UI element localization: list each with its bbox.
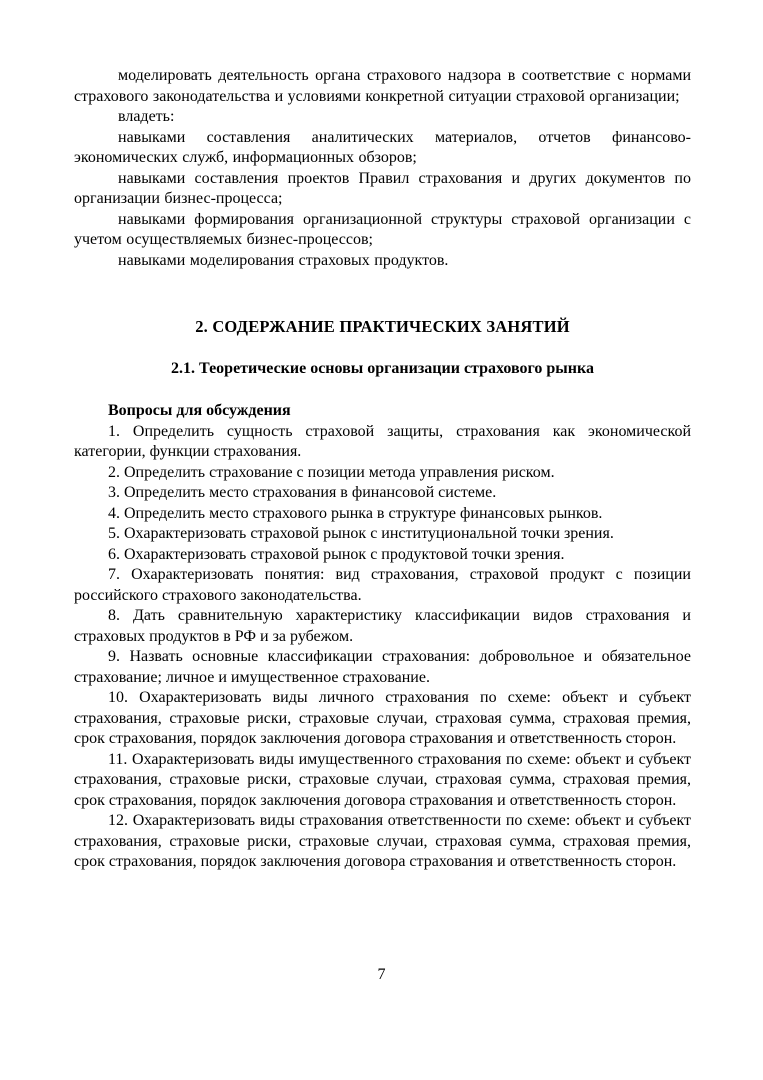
questions-heading: Вопросы для обсуждения (108, 402, 291, 419)
question-item: 8. Дать сравнительную характеристику классификации видов страхования и страховых продуктов в РФ и за рубежом. (74, 607, 691, 645)
question-item: 3. Определить место страхования в финансовой системе. (108, 484, 497, 501)
intro-paragraph-1: моделировать деятельность органа страхового надзора в соответствие с нормами страхового законодательства и условиями конкретной ситуации страховой организации; (74, 67, 691, 105)
document-page (74, 66, 691, 873)
question-item: 2. Определить страхование с позиции метода управления риском. (108, 463, 555, 481)
intro-paragraph-6: навыками моделирования страховых продуктов. (118, 251, 449, 269)
question-item: 6. Охарактеризовать страховой рынок с продуктовой точки зрения. (108, 545, 565, 563)
question-item: 1. Определить сущность страховой защиты, страхования как экономической категории, функции страхования. (74, 422, 691, 460)
intro-paragraph-3: навыками составления аналитических материалов, отчетов финансово-экономических служб, информационных обзоров; (74, 128, 691, 166)
intro-paragraph-5: навыками формирования организационной структуры страховой организации с учетом осуществляемых бизнес-процессов; (74, 210, 691, 248)
question-item: 10. Охарактеризовать виды личного страхования по схеме: объект и субъект страхования, страховые риски, страховые случаи, страховая сумма, страховая премия, срок страхования, порядок заключения договора страхования и ответственность сторон. (74, 689, 691, 747)
questions-list (74, 422, 691, 873)
question-item: 9. Назвать основные классификации страхования: добровольное и обязательное страхование; личное и имущественное страхование. (74, 648, 691, 686)
intro-paragraph-2: владеть: (118, 108, 175, 125)
question-item: 7. Охарактеризовать понятия: вид страхования, страховой продукт с позиции российского страхового законодательства. (74, 566, 691, 604)
intro-paragraph-4: навыками составления проектов Правил страхования и других документов по организации бизнес-процесса; (74, 169, 691, 207)
question-item: 4. Определить место страхового рынка в структуре финансовых рынков. (108, 504, 603, 522)
page-number: 7 (377, 966, 386, 983)
question-item: 5. Охарактеризовать страховой рынок с институциональной точки зрения. (108, 525, 614, 542)
section-title: 2. СОДЕРЖАНИЕ ПРАКТИЧЕСКИХ ЗАНЯТИЙ (195, 317, 570, 336)
subsection-title: 2.1. Теоретические основы организации страхового рынка (171, 359, 594, 377)
question-item: 11. Охарактеризовать виды имущественного страхования по схеме: объект и субъект страхования, страховые риски, страховые случаи, страховая сумма, страховая премия, срок страхования, порядок заключения договора страхования и ответственность сторон. (74, 750, 691, 809)
question-item: 12. Охарактеризовать виды страхования ответственности по схеме: объект и субъект страхования, страховые риски, страховые случаи, страховая сумма, страховая премия, срок страхования, порядок заключения договора страхования и ответственность сторон. (74, 812, 691, 870)
